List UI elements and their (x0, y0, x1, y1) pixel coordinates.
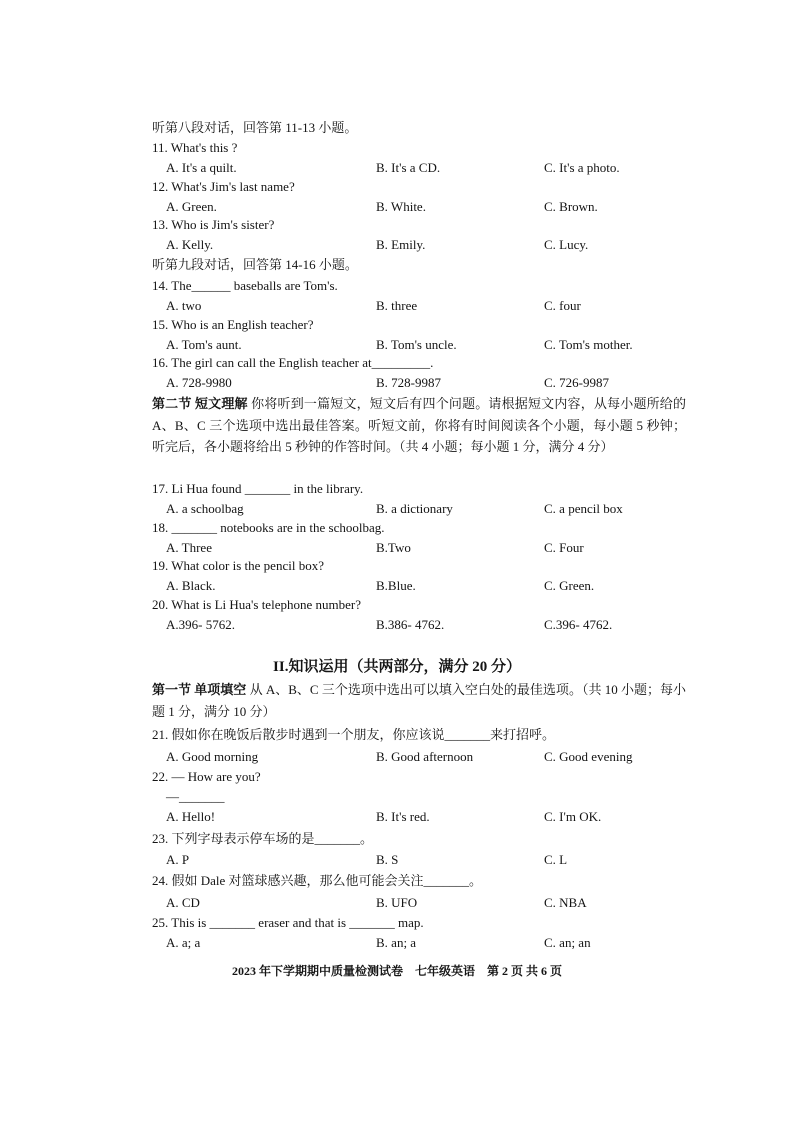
option-16a: A. 728-9980 (166, 375, 232, 390)
option-25a: A. a; a (166, 935, 201, 950)
page-footer: 2023 年下学期期中质量检测试卷 七年级英语 第 2 页 共 6 页 (231, 964, 562, 978)
option-15a: A. Tom's aunt. (166, 337, 242, 352)
section2-title: 第二节 短文理解 (152, 396, 248, 411)
option-19a: A. Black. (166, 578, 216, 593)
option-15b: B. Tom's uncle. (376, 337, 457, 352)
question-18: 18. _______ notebooks are in the schoolbag. (152, 520, 385, 535)
question-15: 15. Who is an English teacher? (152, 317, 314, 332)
option-14b: B. three (376, 298, 418, 313)
option-23a: A. P (166, 852, 190, 867)
option-14a: A. two (166, 298, 202, 313)
question-22: 22. — How are you? (152, 769, 261, 784)
question-11: 11. What's this ? (152, 140, 238, 155)
option-12a: A. Green. (166, 199, 217, 214)
part2-section1-title: 第一节 单项填空 (152, 682, 247, 697)
question-24: 24. 假如 Dale 对篮球感兴趣，那么他可能会关注_______。 (152, 873, 483, 888)
option-23c: C. L (544, 852, 568, 867)
option-17a: A. a schoolbag (166, 501, 244, 516)
option-17c: C. a pencil box (544, 501, 623, 516)
option-11a: A. It's a quilt. (166, 160, 237, 175)
option-24a: A. CD (166, 895, 200, 910)
option-22a: A. Hello! (166, 809, 216, 824)
option-18b: B.Two (376, 540, 411, 555)
question-23: 23. 下列字母表示停车场的是_______。 (152, 831, 374, 846)
option-20b: B.386- 4762. (376, 617, 445, 632)
option-21c: C. Good evening (544, 749, 633, 764)
option-16c: C. 726-9987 (544, 375, 609, 390)
option-20c: C.396- 4762. (544, 617, 613, 632)
section8-intro: 听第八段对话，回答第 11-13 小题。 (152, 120, 358, 135)
option-12b: B. White. (376, 199, 426, 214)
part2-section1-body: 从 A、B、C 三个选项中选出可以填入空白处的最佳选项。（共 10 小题；每小题 1 分，满分 10 分） (152, 682, 686, 719)
option-19c: C. Green. (544, 578, 595, 593)
section2-body: 你将听到一篇短文，短文后有四个问题。请根据短文内容，从每小题所给的 A、B、C 三个选项中选出最佳答案。听短文前，你将有时间阅读各个小题，每小题 5 秒钟；听完后，各小题将给出 5 秒钟的作答时间。（共 4 小题；每小题 1 分，满分 4 分） (152, 396, 686, 454)
question-17: 17. Li Hua found _______ in the library. (152, 481, 364, 496)
option-18a: A. Three (166, 540, 212, 555)
question-13: 13. Who is Jim's sister? (152, 217, 275, 232)
option-25b: B. an; a (376, 935, 417, 950)
option-19b: B.Blue. (376, 578, 416, 593)
question-19: 19. What color is the pencil box? (152, 558, 324, 573)
option-22c: C. I'm OK. (544, 809, 602, 824)
option-11b: B. It's a CD. (376, 160, 441, 175)
option-24b: B. UFO (376, 895, 418, 910)
question-21: 21. 假如你在晚饭后散步时遇到一个朋友，你应该说_______来打招呼。 (152, 727, 556, 742)
part2-heading: II.知识运用（共两部分，满分 20 分） (273, 659, 521, 675)
section9-intro: 听第九段对话，回答第 14-16 小题。 (152, 257, 358, 272)
option-16b: B. 728-9987 (376, 375, 441, 390)
option-21b: B. Good afternoon (376, 749, 474, 764)
part2-section1-instructions (152, 679, 686, 722)
option-17b: B. a dictionary (376, 501, 453, 516)
option-21a: A. Good morning (166, 749, 259, 764)
option-11c: C. It's a photo. (544, 160, 620, 175)
question-25: 25. This is _______ eraser and that is _______ map. (152, 915, 424, 930)
option-14c: C. four (544, 298, 581, 313)
option-15c: C. Tom's mother. (544, 337, 633, 352)
option-13a: A. Kelly. (166, 237, 214, 252)
option-12c: C. Brown. (544, 199, 598, 214)
option-13b: B. Emily. (376, 237, 426, 252)
question-20: 20. What is Li Hua's telephone number? (152, 597, 361, 612)
question-16: 16. The girl can call the English teacher at_________. (152, 355, 434, 370)
option-25c: C. an; an (544, 935, 591, 950)
option-24c: C. NBA (544, 895, 587, 910)
option-23b: B. S (376, 852, 399, 867)
question-12: 12. What's Jim's last name? (152, 179, 295, 194)
question-14: 14. The______ baseballs are Tom's. (152, 278, 338, 293)
answer-blank-22: —_______ (166, 789, 225, 804)
option-22b: B. It's red. (376, 809, 430, 824)
option-20a: A.396- 5762. (166, 617, 235, 632)
section2-instructions (152, 393, 686, 458)
option-13c: C. Lucy. (544, 237, 589, 252)
option-18c: C. Four (544, 540, 584, 555)
